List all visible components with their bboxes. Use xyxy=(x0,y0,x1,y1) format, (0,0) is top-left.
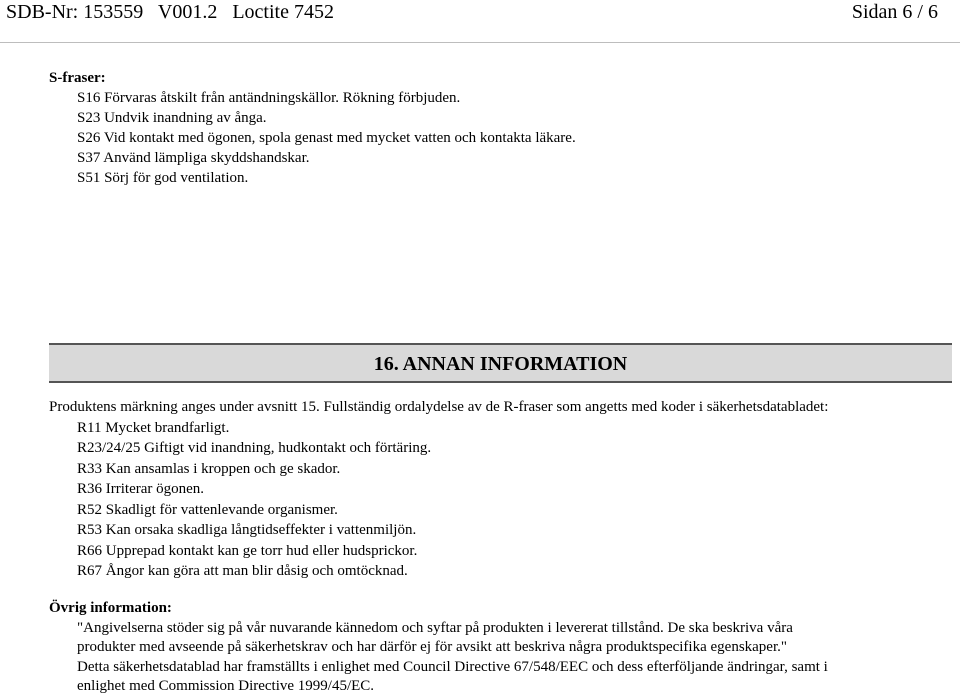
other-information-line: produkter med avseende på säkerhetskrav och har därför ej för avsikt att beskriva några produktspecifika egenskaper." xyxy=(77,639,788,655)
r-phrase-item: R36 Irriterar ögonen. xyxy=(77,481,205,497)
section-16-title: 16. ANNAN INFORMATION xyxy=(373,353,628,375)
other-information-line: enlighet med Commission Directive 1999/45/EC. xyxy=(77,678,375,694)
r-phrase-item: R11 Mycket brandfarligt. xyxy=(77,419,230,436)
r-phrase-item: R23/24/25 Giftigt vid inandning, hudkontakt och förtäring. xyxy=(77,440,432,456)
product-name: Loctite 7452 xyxy=(232,1,334,23)
r-phrase-item: R67 Ångor kan göra att man blir dåsig och omtöcknad. xyxy=(77,563,408,579)
r-phrase-item: R52 Skadligt för vattenlevande organismer. xyxy=(77,501,338,518)
other-information-line: "Angivelserna stöder sig på vår nuvarande kännedom och syftar på produkten i levererat tillstånd. De ska beskriva våra xyxy=(77,619,793,636)
page-header xyxy=(0,0,960,38)
section-16-banner xyxy=(49,343,952,383)
page-number: Sidan 6 / 6 xyxy=(851,1,938,23)
sdb-number: SDB-Nr: 153559 xyxy=(6,1,144,23)
header-left xyxy=(6,1,334,24)
s-phrase-item: S37 Använd lämpliga skyddshandskar. xyxy=(77,150,310,166)
r-phrase-item: R66 Upprepad kontakt kan ge torr hud eller hudsprickor. xyxy=(77,542,418,559)
version: V001.2 xyxy=(157,1,218,23)
s-phrase-item: S23 Undvik inandning av ånga. xyxy=(77,110,267,126)
other-information-line: Detta säkerhetsdatablad har framställts i enlighet med Council Directive 67/548/EEC och dess efterföljande ändringar, samt i xyxy=(77,658,828,675)
other-information-body xyxy=(49,619,954,697)
header-divider xyxy=(0,42,960,43)
s-phrase-item: S16 Förvaras åtskilt från antändningskällor. Rökning förbjuden. xyxy=(77,90,461,106)
section-16-intro: Produktens märkning anges under avsnitt 15. Fullständig ordalydelse av de R-fraser som angetts med koder i säkerhetsdatabladet: xyxy=(49,399,829,415)
other-information-section xyxy=(49,599,954,697)
s-phrase-item: S51 Sörj för god ventilation. xyxy=(77,170,249,186)
s-phrase-item: S26 Vid kontakt med ögonen, spola genast med mycket vatten och kontakta läkare. xyxy=(77,130,576,146)
s-phrases-title: S-fraser: xyxy=(49,70,106,86)
s-phrases-section xyxy=(49,68,576,188)
other-information-title: Övrig information: xyxy=(49,600,172,616)
section-16-body xyxy=(49,397,954,582)
r-phrase-item: R33 Kan ansamlas i kroppen och ge skador. xyxy=(77,460,341,477)
r-phrase-item: R53 Kan orsaka skadliga långtidseffekter i vattenmiljön. xyxy=(77,522,417,538)
